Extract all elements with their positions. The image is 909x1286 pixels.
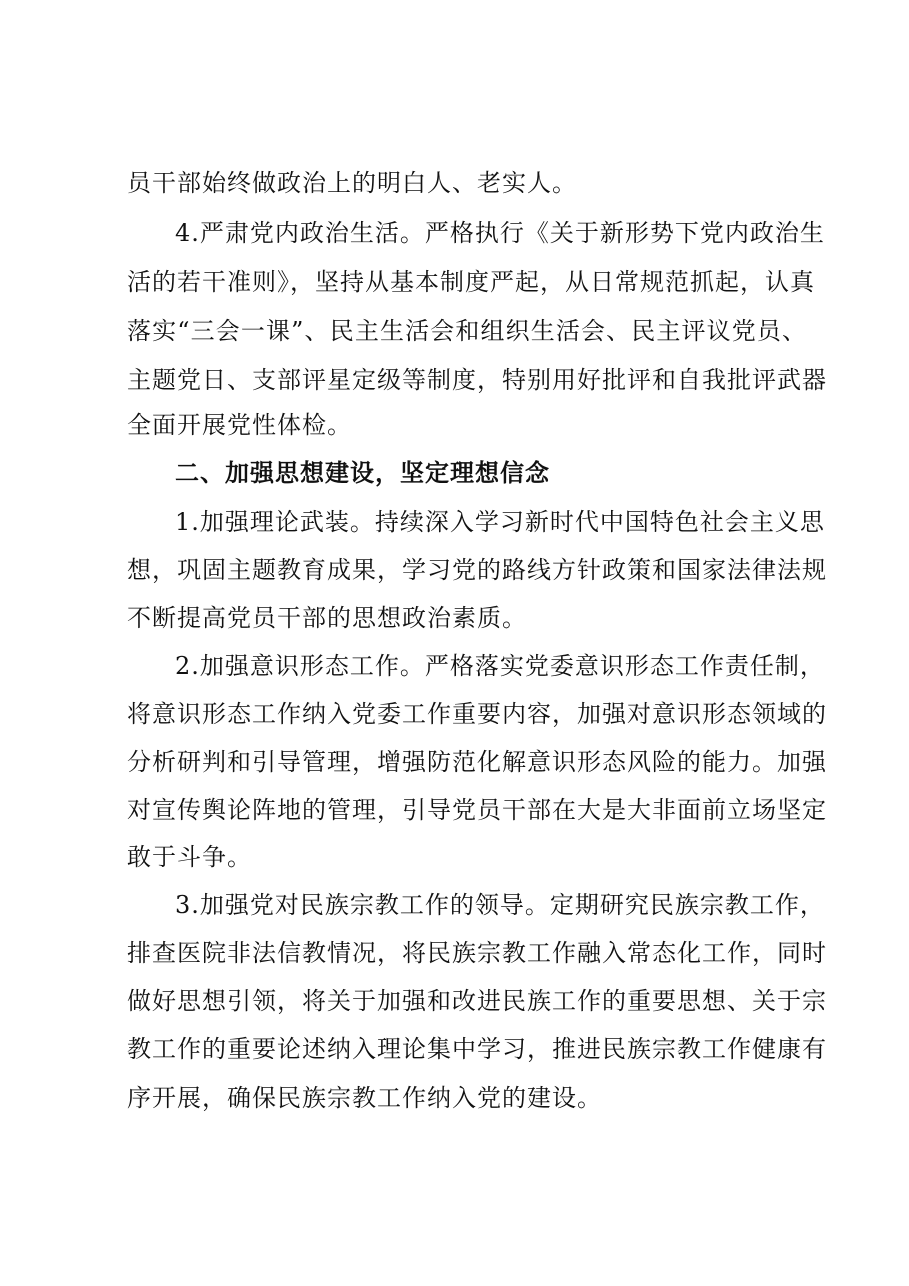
paragraph-line: 将意识形态工作纳入党委工作重要内容，加强对意识形态领域的 — [127, 700, 827, 728]
paragraph-line: 敢于斗争。 — [127, 843, 252, 871]
section-heading: 二、加强思想建设，坚定理想信念 — [175, 459, 550, 487]
paragraph-line: 落实“三会一课”、民主生活会和组织生活会、民主评议党员、 — [127, 317, 807, 345]
paragraph-line: 对宣传舆论阵地的管理，引导党员干部在大是大非面前立场坚定 — [127, 796, 827, 824]
paragraph-line: 员干部始终做政治上的明白人、老实人。 — [127, 169, 577, 197]
paragraph-line: 主题党日、支部评星定级等制度，特别用好批评和自我批评武器 — [127, 366, 827, 394]
paragraph-line: 3.加强党对民族宗教工作的领导。定期研究民族宗教工作， — [175, 891, 825, 919]
paragraph-line: 1.加强理论武装。持续深入学习新时代中国特色社会主义思 — [175, 508, 825, 536]
paragraph-line: 教工作的重要论述纳入理论集中学习，推进民族宗教工作健康有 — [127, 1035, 827, 1063]
paragraph-line: 不断提高党员干部的思想政治素质。 — [127, 604, 527, 632]
paragraph-line: 2.加强意识形态工作。严格落实党委意识形态工作责任制， — [175, 652, 825, 680]
paragraph-line: 序开展，确保民族宗教工作纳入党的建设。 — [127, 1084, 602, 1112]
paragraph-line: 活的若干准则》，坚持从基本制度严起，从日常规范抓起，认真 — [127, 268, 815, 296]
paragraph-line: 4.严肃党内政治生活。严格执行《关于新形势下党内政治生 — [175, 219, 825, 247]
paragraph-line: 全面开展党性体检。 — [127, 411, 352, 439]
paragraph-line: 分析研判和引导管理，增强防范化解意识形态风险的能力。加强 — [127, 748, 827, 776]
paragraph-line: 排查医院非法信教情况，将民族宗教工作融入常态化工作，同时 — [127, 939, 827, 967]
paragraph-line: 想，巩固主题教育成果，学习党的路线方针政策和国家法律法规 — [127, 556, 827, 584]
paragraph-line: 做好思想引领，将关于加强和改进民族工作的重要思想、关于宗 — [127, 987, 827, 1015]
